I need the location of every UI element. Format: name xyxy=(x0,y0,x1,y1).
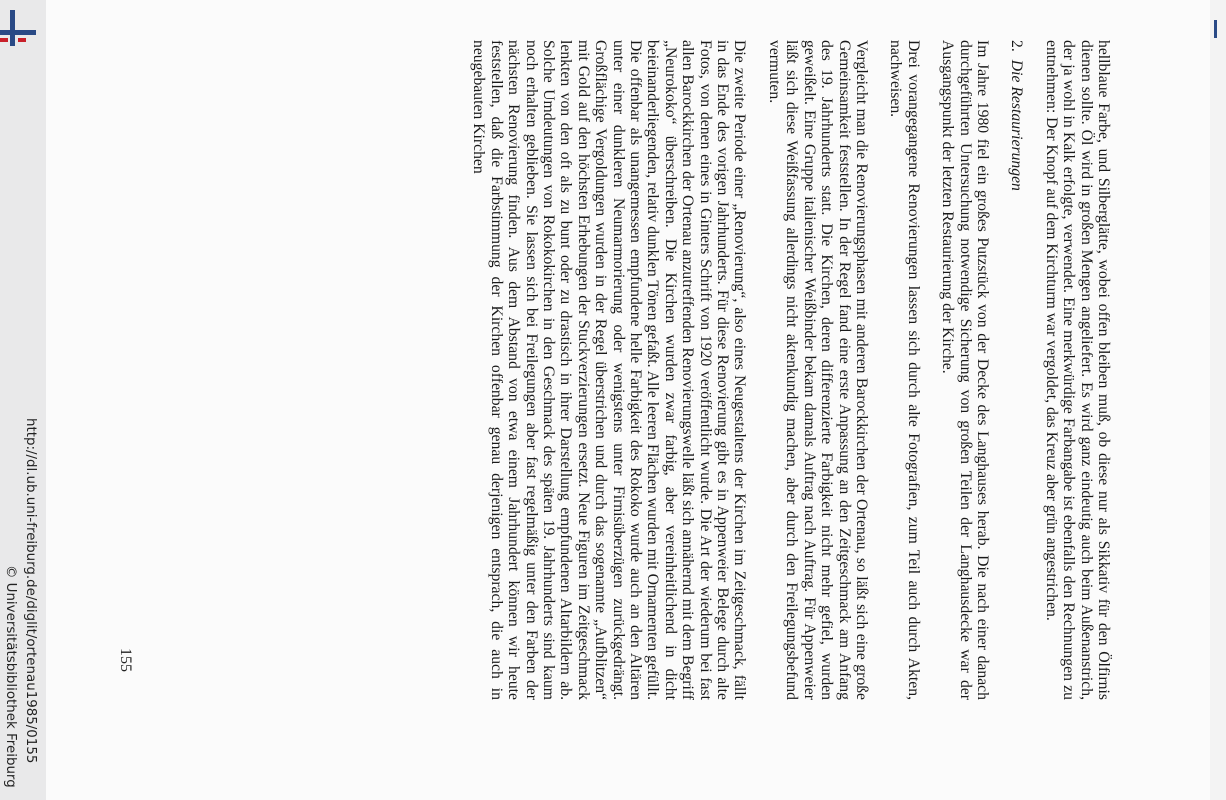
right-margin xyxy=(1210,0,1226,800)
section-number: 2. xyxy=(1008,40,1026,52)
paragraph-1: hellblaue Farbe, und Silberglätte, wobei offen bleiben muß, ob diese nur als Sikkativ für den Ölfirnis dienen sollte. Öl wird in großen Mengen angeliefert. Es wird ganz eindeutig auch beim Außenanstrich, der ja wohl in Kalk erfolgte, verwendet. Eine merkwürdige Farbangabe ist ebenfalls den Rechnungen zu entnehmen: Der Knopf auf dem Kirchturm war vergoldet, das Kreuz aber grün angestrichen. xyxy=(1042,40,1112,700)
section-title: Die Restaurierungen xyxy=(1008,59,1026,191)
source-url[interactable]: http://dl.ub.uni-freiburg.de/diglit/ortenau1985/0155 xyxy=(23,418,38,764)
copyright-notice: © Universitätsbibliothek Freiburg xyxy=(3,565,18,788)
section-heading xyxy=(1008,40,1025,700)
paragraph-2: Im Jahre 1980 fiel ein großes Putzstück von der Decke des Langhauses herab. Die nach einer danach durchgeführten Untersuchung notwendige Sicherung von großen Teilen der Langhausdecke war der Ausgangspunkt der letzten Restaurierung der Kirche. xyxy=(939,40,991,700)
page-number: 155 xyxy=(117,648,134,672)
page-text xyxy=(453,40,1112,700)
paragraph-5: Die zweite Periode einer „Renovierung“, also eines Neugestaltens der Kirchen im Zeitgeschmack, fällt in das Ende des vorigen Jahrhunderts. Für diese Renovierung gibt es in Appenweier Belege durch alte Fotos, von denen eines in Ginters Schrift von 1920 veröffentlicht wurde. Die Art der wiederum bei fast allen Barockkirchen der Ortenau anzutreffenden Renovierungswelle läßt sich annähernd mit dem Begriff „Neurokoko“ überschreiben. Die Kirchen wurden zwar farbig, aber vereinheitlichend in dicht beieinanderliegenden, relativ dunklen Tönen gefaßt. Alle leeren Flächen wurden mit Ornamenten gefüllt. Die offenbar als unangemessen empfundene helle Farbigkeit des Rokoko wurde auch an den Altären unter einer dunkleren Neumarmorierung oder wenigstens unter Firnisüberzügen zurückgedrängt. Großflächige Vergoldungen wurden in der Regel überstrichen und durch das sogenannte „Aufblitzen“ mit Gold auf den höchsten Erhebungen der Stuckverzierungen ersetzt. Neue Figuren im Zeitgeschmack lenkten von den oft als zu bunt oder zu drastisch in ihrer Darstellung empfundenen Altarbildern ab. Solche Umdeutungen von Rokokokirchen in den Geschmack des späten 19. Jahrhunderts sind kaum noch erhalten geblieben. Sie lassen sich bei Freilegungen aber fast regelmäßig unter den Farben der nächsten Renovierung finden. Aus dem Abstand von etwa einem Jahrhundert können wir heute feststellen, daß die Farbstimmung der Kirchen offenbar genau derjenigen entsprach, die auch in neugebauten Kirchen xyxy=(470,40,749,700)
paragraph-3: Drei vorangegangene Renovierungen lassen sich durch alte Fotografien, zum Teil auch durch Akten, nachweisen. xyxy=(887,40,922,700)
paragraph-4: Vergleicht man die Renovierungsphasen mit anderen Barockkirchen der Ortenau, so läßt sich eine große Gemeinsamkeit feststellen. In der Regel fand eine erste Anpassung an den Zeitgeschmack am Anfang des 19. Jahrhunderts statt. Die Kirchen, deren differenzierte Farbigkeit nicht mehr gefiel, wurden geweißelt. Eine Gruppe italienischer Weißbinder bekam damals Auftrag nach Auftrag. Für Appenweier läßt sich diese Weißfassung allerdings nicht aktenkundig machen, aber durch den Freilegungsbefund vermuten. xyxy=(765,40,870,700)
page-marker-icon xyxy=(1214,20,1217,38)
sidebar xyxy=(0,0,46,800)
